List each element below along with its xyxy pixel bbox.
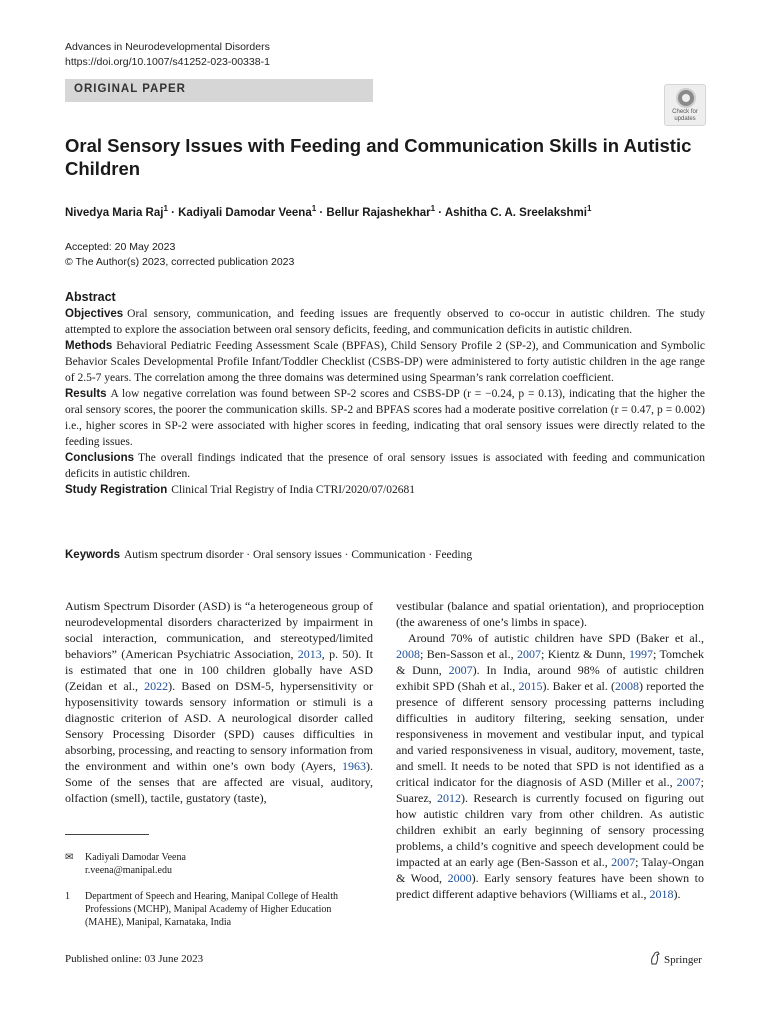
- accepted-date: Accepted: 20 May 2023: [65, 241, 176, 253]
- body-text: ) reported the presence of different sensory processing patterns including difficulties in auditory filtering, seeking sensation, under responsiveness in movement and vestibular input, and typical and varied responsiveness in visual, auditory, movement, taste, and smell. It needs to be noted that SPD is not identified as a critical indicator for the diagnosis of ASD (Miller et al.,: [396, 679, 704, 789]
- abstract-conclusions: [65, 450, 705, 482]
- author-separator: ·: [316, 206, 327, 219]
- corresponding-author-email[interactable]: r.veena@manipal.edu: [85, 865, 172, 876]
- citation-link[interactable]: 2008: [615, 679, 640, 693]
- author-separator: ·: [435, 206, 445, 219]
- publisher-logo: [649, 951, 702, 966]
- body-text: ). Some of the senses that are affected are visual, auditory, olfaction (smell), tactile, gustatory (taste),: [65, 759, 373, 805]
- body-text: ). Based on DSM-5, hypersensitivity or hyposensitivity towards sensory information or stimuli is a diagnostic criterion of ASD. A neurological disorder called Sensory Processing Disorder (SPD) causes difficulties in absorbing, processing, and reacting to sensory information from the environment and within one’s own body (Ayers,: [65, 679, 373, 773]
- body-text: ). Early sensory features have been shown to predict different adaptive behaviors (Williams et al.,: [396, 871, 704, 901]
- publication-dates: [65, 240, 294, 270]
- registration-label: Study Registration: [65, 484, 168, 496]
- journal-header: [65, 40, 270, 70]
- results-label: Results: [65, 388, 107, 400]
- citation-link[interactable]: 2007: [448, 663, 473, 677]
- abstract-body: [65, 306, 705, 498]
- check-updates-line1: Check for: [672, 109, 698, 115]
- body-text: Autism Spectrum Disorder (ASD) is “a heterogeneous group of neurodevelopmental disorders characterized by impairment in social interaction, communication, and stereotyped/limited behaviors” (American Psychiatric Association,: [65, 599, 373, 661]
- keywords-label: Keywords: [65, 549, 120, 561]
- body-text: , p. 50). It is estimated that one in 100 children globally have ASD (Zeidan et al.,: [65, 647, 373, 693]
- body-text: ). In India, around 98% of autistic children exhibit SPD (Shah et al.,: [396, 663, 705, 693]
- article-title: Oral Sensory Issues with Feeding and Communication Skills in Autistic Children: [65, 135, 692, 179]
- body-text: ). Research is currently focused on figuring out how autistic children vary from other children. As autistic children exhibit an early beginning of sensory processing problems, a child’s cognitive and speech development could be impacted at an early age (Ben-Sasson et al.,: [396, 791, 704, 869]
- body-paragraph: [65, 598, 373, 806]
- author-separator: ·: [167, 206, 179, 219]
- affiliation-mark: 1: [65, 891, 70, 902]
- body-text: ; Kientz & Dunn,: [540, 647, 629, 661]
- citation-link[interactable]: 2013: [297, 647, 322, 661]
- springer-horse-icon: [649, 951, 661, 965]
- check-updates-line2: updates: [674, 116, 696, 122]
- abstract-registration: [65, 482, 705, 498]
- article-type-label: ORIGINAL PAPER: [74, 83, 186, 95]
- published-online: Published online: 03 June 2023: [65, 953, 204, 965]
- footnote-divider: [65, 834, 149, 835]
- author-name[interactable]: Bellur Rajashekhar: [326, 206, 431, 219]
- author-affiliation-mark: 1: [311, 204, 317, 213]
- citation-link[interactable]: 2000: [447, 871, 472, 885]
- author-affiliation-mark: 1: [163, 204, 168, 213]
- conclusions-label: Conclusions: [65, 452, 135, 464]
- conclusions-text: The overall findings indicated that the presence of oral sensory issues is associated with feeding and communication deficits in autistic children.: [65, 452, 705, 480]
- affiliation-text: Department of Speech and Hearing, Manipal College of Health Professions (MCHP), Manipal Academy of Higher Education (MAHE), Manipal, Karnataka, India: [85, 891, 338, 928]
- author-name[interactable]: Ashitha C. A. Sreelakshmi: [444, 206, 587, 219]
- citation-link[interactable]: 1997: [628, 647, 653, 661]
- citation-link[interactable]: 2018: [649, 887, 674, 901]
- author-name[interactable]: Nivedya Maria Raj: [65, 206, 164, 219]
- citation-link[interactable]: 2015: [518, 679, 543, 693]
- body-text: ; Ben-Sasson et al.,: [420, 647, 517, 661]
- corresponding-author-note: [65, 851, 186, 877]
- citation-link[interactable]: 2022: [144, 679, 169, 693]
- keywords-line: [65, 549, 472, 561]
- abstract-methods: [65, 338, 705, 386]
- body-text: ; Talay-Ongan & Wood,: [396, 855, 704, 885]
- journal-doi-link[interactable]: https://doi.org/10.1007/s41252-023-00338-1: [65, 56, 270, 68]
- citation-link[interactable]: 1963: [342, 759, 366, 773]
- journal-name: Advances in Neurodevelopmental Disorders: [65, 41, 270, 53]
- citation-link[interactable]: 2012: [437, 791, 461, 805]
- author-affiliation-mark: 1: [430, 204, 436, 213]
- body-text: ). Baker et al. (: [542, 679, 616, 693]
- body-left-column: [65, 598, 373, 806]
- author-name[interactable]: Kadiyali Damodar Veena: [178, 206, 312, 219]
- citation-link[interactable]: 2007: [676, 775, 701, 789]
- body-paragraph: [396, 630, 704, 902]
- methods-text: Behavioral Pediatric Feeding Assessment Scale (BPFAS), Child Sensory Profile 2 (SP-2), and Communication and Symbolic Behavior Scales Developmental Profile Infant/Toddler Checklist (CSBS-DP) were administered to forty autistic children in the age range of 2.5-7 years. The correlation among the three domains was determined using Spearman’s rank correlation coefficient.: [65, 340, 705, 384]
- author-affiliation-mark: 1: [586, 204, 592, 213]
- body-right-column: [396, 598, 704, 902]
- abstract-results: [65, 386, 705, 450]
- results-text: A low negative correlation was found between SP-2 scores and CSBS-DP (r = −0.24, p = 0.13), indicating that the higher the oral sensory scores, the poorer the communication skills. SP-2 and BPFAS scores had a moderate positive correlation (r = 0.47, p = 0.002) i.e., higher scores in SP-2 were associated with higher scores in feeding, indicating that oral sensory issues were directly related to the feeding issues.: [65, 388, 705, 448]
- methods-label: Methods: [65, 340, 113, 352]
- check-updates-icon: [676, 88, 696, 108]
- registration-text: Clinical Trial Registry of India CTRI/2020/07/02681: [171, 484, 415, 496]
- keywords-text: Autism spectrum disorder · Oral sensory issues · Communication · Feeding: [123, 549, 473, 561]
- objectives-text: Oral sensory, communication, and feeding issues are frequently observed to co-occur in autistic children. The study attempted to explore the association between oral sensory deficits, feeding, and communication deficits in autistic children.: [65, 308, 705, 336]
- publisher-name: Springer: [664, 954, 702, 966]
- check-for-updates-button[interactable]: [664, 84, 706, 126]
- objectives-label: Objectives: [65, 308, 124, 320]
- body-text: ; Tomchek & Dunn,: [396, 647, 704, 677]
- abstract-heading: Abstract: [65, 290, 116, 304]
- envelope-icon: ✉: [65, 852, 74, 863]
- body-text: ; Suarez,: [396, 775, 704, 805]
- copyright-line: © The Author(s) 2023, corrected publication 2023: [65, 256, 295, 268]
- citation-link[interactable]: 2007: [516, 647, 541, 661]
- author-list: [65, 204, 591, 219]
- citation-link[interactable]: 2008: [396, 647, 420, 661]
- body-text: ).: [673, 887, 681, 901]
- body-paragraph: vestibular (balance and spatial orientation), and proprioception (the awareness of one’s limbs in space).: [396, 599, 704, 629]
- abstract-objectives: [65, 306, 705, 338]
- citation-link[interactable]: 2007: [611, 855, 636, 869]
- article-type-band: [65, 79, 373, 102]
- affiliation-note: [65, 890, 355, 929]
- body-text: Around 70% of autistic children have SPD (Baker et al.,: [408, 631, 704, 645]
- corresponding-author-name: Kadiyali Damodar Veena: [85, 852, 186, 863]
